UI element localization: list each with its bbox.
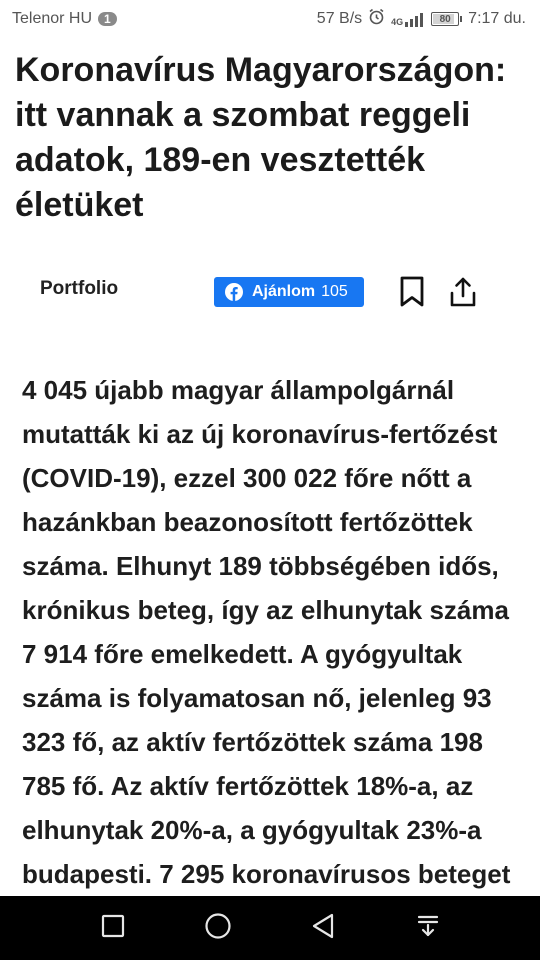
signal-icon <box>391 12 425 27</box>
status-bar <box>0 0 540 38</box>
home-button[interactable] <box>198 908 238 948</box>
status-bar-right <box>311 8 526 30</box>
like-label: Ajánlom <box>252 283 316 300</box>
battery-icon <box>431 12 462 26</box>
like-count: 105 <box>321 283 348 300</box>
notification-count-badge: 1 <box>98 12 117 26</box>
square-recents-icon <box>101 914 125 943</box>
bookmark-button[interactable] <box>399 276 425 308</box>
clock: 7:17 du. <box>468 10 526 27</box>
article-lead: 4 045 újabb magyar állampolgárnál mutatták ki az új koronavírus-fertőzést (COVID-19), ezzel 300 022 főre nőtt a hazánkban beazonosított fertőzöttek száma. Elhunyt 189 többségében idős, krónikus beteg, így az elhunytak száma 7 914 főre emelkedett. A gyógyultak száma is folyamatosan nő, jelenleg 93 323 fő, az aktív fertőzöttek száma 198 785 fő. Az aktív fertőzöttek 18%-a, az elhunytak 20%-a, a gyógyultak 23%-a budapesti. 7 295 koronavírusos beteget <box>22 375 511 889</box>
network-type: 4G <box>391 16 404 27</box>
navigation-bar <box>0 896 540 960</box>
battery-level: 80 <box>439 13 451 25</box>
back-button[interactable] <box>303 908 343 948</box>
triangle-back-icon <box>311 913 335 944</box>
source-name[interactable]: Portfolio <box>40 278 119 299</box>
alarm-icon <box>368 8 385 30</box>
recents-button[interactable] <box>93 908 133 948</box>
share-button[interactable] <box>449 276 477 308</box>
share-icon <box>449 295 477 312</box>
facebook-like-button[interactable] <box>214 277 364 307</box>
network-speed: 57 B/s <box>316 10 363 27</box>
article-meta-row <box>0 270 540 314</box>
notification-pull-button[interactable] <box>408 908 448 948</box>
notification-pull-icon <box>416 914 440 943</box>
status-bar-left <box>12 10 117 28</box>
article-title: Koronavírus Magyarországon: itt vannak a szombat reggeli adatok, 189-en vesztették életüket <box>15 51 507 224</box>
bookmark-icon <box>399 295 425 312</box>
facebook-icon <box>225 283 243 301</box>
carrier-name: Telenor HU <box>12 10 93 27</box>
circle-home-icon <box>204 912 232 945</box>
